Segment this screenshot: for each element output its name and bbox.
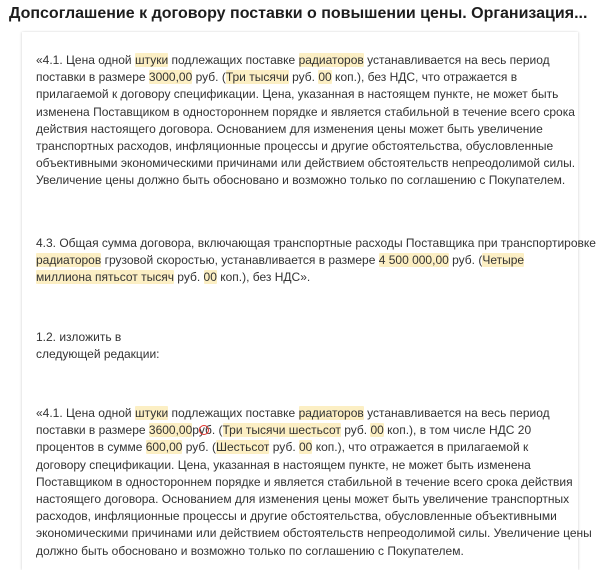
paragraph-4-1-old: «4.1. Цена одной штуки подлежащих поставке радиаторов устанавливается на весь период поставки в размере 3000,00 руб. (Три тысячи руб. 00 коп.), без НДС, что отражается в прилагаемой к договору спецификации. Цена, указанная в настоящем пункте, не может быть изменена Поставщиком в одностороннем порядке и является стабильной в течение всего срока действия настоящего договора. Основанием для изменения цены может быть увеличение транспортных расходов, инфляционные процессы и другие обстоятельства, обусловленные объективными экономическими причинами или действием обстоятельств непреодолимой силы. Увеличение цены должно быть обосновано и возможно только по соглашению с Покупателем. <box>36 53 576 188</box>
paragraph-1-2: 1.2. изложить в следующей редакции: <box>36 330 160 362</box>
page-title: Допсоглашение к договору поставки о повышении цены. Организация... <box>9 5 588 22</box>
text-cursor-marker-icon <box>199 425 209 435</box>
document-page <box>22 32 596 570</box>
paragraph-4-1-new: «4.1. Цена одной штуки подлежащих поставке радиаторов устанавливается на весь период поставки в размере 3600,00руб. (Три тысячи шестьсот руб. 00 коп.), в том числе НДС 20 процентов в сумме 600,00 руб. (Шестьсот руб. 00 коп.), что отражается в прилагаемой к договору спецификации. Цена, указанная в настоящем пункте, не может быть изменена Поставщиком в одностороннем порядке и является стабильной в течение всего срока действия настоящего договора. Основанием для изменения цены может быть увеличение транспортных расходов, инфляционные процессы и другие обстоятельства, обусловленные объективными экономическими причинами или действием обстоятельств непреодолимой силы. Увеличение цены должно быть обосновано и возможно только по соглашению с Покупателем. <box>36 406 592 558</box>
paragraph-4-3: 4.3. Общая сумма договора, включающая транспортные расходы Поставщика при транспортировке радиаторов грузовой скоростью, устанавливается в размере 4 500 000,00 руб. (Четыре миллиона пятьсот тысяч руб. 00 коп.), без НДС». <box>36 236 596 285</box>
